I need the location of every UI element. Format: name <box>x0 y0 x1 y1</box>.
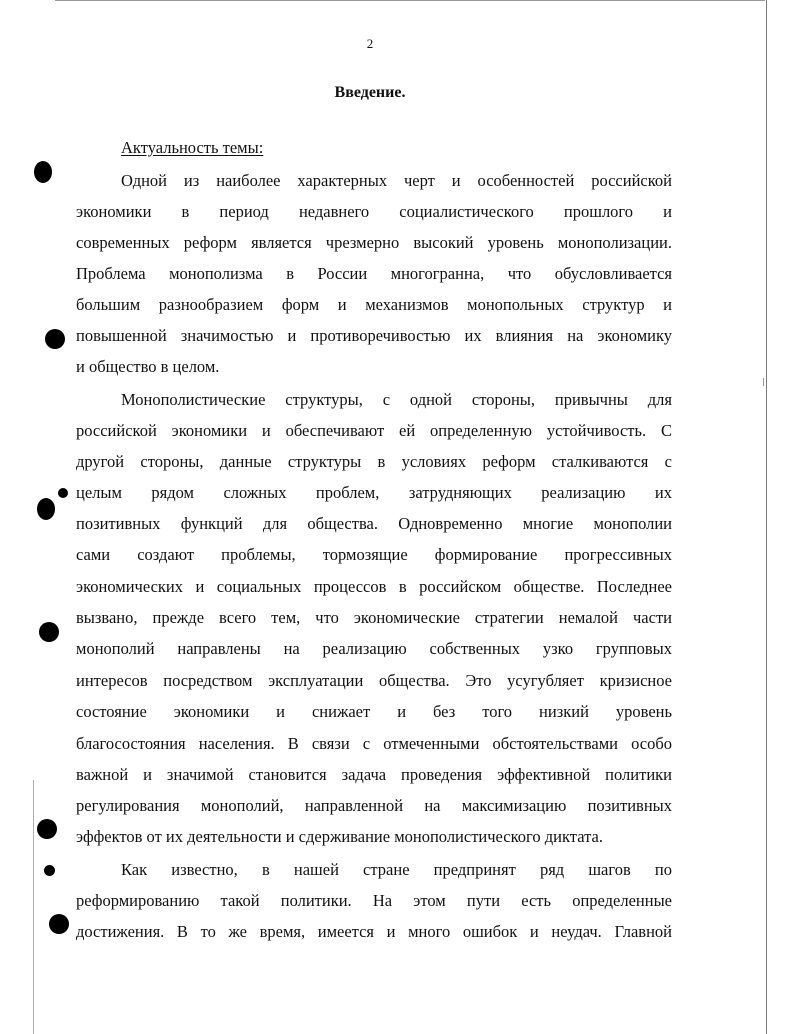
paragraph-line: монополий направлены на реализацию собственных узко групповых <box>76 639 672 658</box>
paragraph-line: состояние экономики и снижает и без того низкий уровень <box>76 702 672 721</box>
page-title: Введение. <box>334 84 406 101</box>
paragraph-line: благосостояния населения. В связи с отмеченными обстоятельствами особо <box>76 734 672 753</box>
scan-edge-left <box>33 780 34 1034</box>
punch-hole-icon <box>49 914 69 934</box>
scan-speck <box>763 378 764 386</box>
paragraph-line: Проблема монополизма в России многогранна, что обусловливается <box>76 264 672 283</box>
scan-edge-right <box>766 0 767 1034</box>
page-number: 2 <box>366 36 374 51</box>
punch-hole-icon <box>44 865 55 876</box>
paragraph-line: позитивных функций для общества. Одновременно многие монополии <box>76 514 672 533</box>
paragraph-line: сами создают проблемы, тормозящие формирование прогрессивных <box>76 545 672 564</box>
punch-hole-icon <box>37 498 55 520</box>
paragraph-line: достижения. В то же время, имеется и много ошибок и неудач. Главной <box>76 922 672 941</box>
paragraph-line: Монополистические структуры, с одной стороны, привычны для <box>121 390 672 409</box>
paragraph-line: регулирования монополий, направленной на максимизацию позитивных <box>76 796 672 815</box>
punch-hole-icon <box>37 819 57 839</box>
paragraph-line: Одной из наиболее характерных черт и особенностей российской <box>121 171 672 190</box>
paragraph-line: российской экономики и обеспечивают ей определенную устойчивость. С <box>76 421 672 440</box>
section-subheading: Актуальность темы: <box>121 138 264 157</box>
scan-edge-top <box>55 0 765 1</box>
paragraph-line: экономики в период недавнего социалистического прошлого и <box>76 202 672 221</box>
punch-hole-icon <box>39 622 59 642</box>
punch-hole-icon <box>58 488 68 498</box>
paragraph-line: большим разнообразием форм и механизмов монопольных структур и <box>76 295 672 314</box>
paragraph-line: целым рядом сложных проблем, затрудняющих реализацию их <box>76 483 672 502</box>
paragraph-line: вызвано, прежде всего тем, что экономические стратегии немалой части <box>76 608 672 627</box>
paragraph-line: современных реформ является чрезмерно высокий уровень монополизации. <box>76 233 672 252</box>
paragraph-line: интересов посредством эксплуатации общества. Это усугубляет кризисное <box>76 671 672 690</box>
paragraph-line: повышенной значимостью и противоречивостью их влияния на экономику <box>76 326 672 345</box>
paragraph-line: и общество в целом. <box>76 357 220 376</box>
paragraph-line: Как известно, в нашей стране предпринят ряд шагов по <box>121 860 672 879</box>
paragraph-line: другой стороны, данные структуры в условиях реформ сталкиваются с <box>76 452 672 471</box>
paragraph-line: экономических и социальных процессов в российском обществе. Последнее <box>76 577 672 596</box>
paragraph-line: эффектов от их деятельности и сдерживание монополистического диктата. <box>76 827 603 846</box>
punch-hole-icon <box>45 329 65 349</box>
paragraph-line: реформированию такой политики. На этом пути есть определенные <box>76 891 672 910</box>
punch-hole-icon <box>34 161 52 183</box>
paragraph-line: важной и значимой становится задача проведения эффективной политики <box>76 765 672 784</box>
